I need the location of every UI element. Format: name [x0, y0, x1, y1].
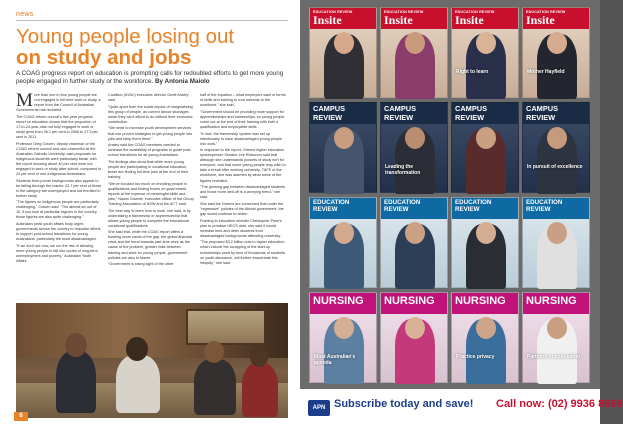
cover-headline: In pursuit of excellence: [527, 164, 583, 170]
cover-masthead: [523, 293, 589, 314]
masthead-title: EDUCATION REVIEW: [384, 199, 421, 213]
body-paragraph: "The growing gap between disadvantaged students and those more well-off is a worrying trend," she said.: [200, 185, 286, 200]
body-paragraph: She said the Greens are concerned that under the "regressive" policies of the Abbott government, the gap would continue to widen.: [200, 201, 284, 216]
body-paragraph: Coalition (AYAC) executive director Geoff Ansley said.: [108, 93, 189, 103]
person-head: [65, 333, 87, 357]
cover-headline: Mother Hayfield: [527, 69, 565, 75]
masthead-title: NURSING: [313, 295, 364, 307]
cover-person-head: [405, 222, 425, 244]
body-paragraph: Australia's peak youth affairs body urges governments across the country to redouble efforts to support post-school transitions for young Australians, particularly the most disadvantaged.: [16, 222, 101, 242]
article-photo: [16, 303, 288, 418]
magazine-cover: [309, 197, 377, 288]
cover-masthead: [381, 293, 447, 314]
person-head: [204, 341, 224, 363]
cover-person-head: [334, 317, 354, 339]
masthead-title: Insite: [455, 13, 484, 27]
cover-person-head: [405, 32, 425, 54]
cover-masthead: [452, 8, 518, 29]
body-paragraph: The best way to learn how to work, she said, is by undertaking a traineeship or apprenticeship that allows young people to complete the educational vocational qualifications.: [108, 208, 191, 228]
cover-person-head: [547, 222, 567, 244]
body-paragraph: She said that, while the COAG report offers a bustling score cards of the gap, the global financial crisis and the trend towards part-time work as the cause of the problem, greater links between training and work for young people, government policies are also to blame.: [108, 230, 193, 260]
magazine-cover: [309, 102, 377, 193]
masthead-kicker: EDUCATION REVIEW: [526, 10, 566, 14]
cover-masthead: [310, 103, 376, 124]
cover-person-head: [476, 32, 496, 54]
masthead-title: CAMPUS REVIEW: [526, 104, 559, 122]
cover-masthead: [523, 103, 589, 124]
body-paragraph: The findings also show that while more young people are participating in vocational education, fewer are finding full-time jobs at the end of their training.: [108, 159, 189, 180]
body-paragraph: "Quite apart from the social impact of marginalising this group of people, as current labour shortages mean they can't afford to do without their economic contribution.: [108, 104, 193, 124]
subscribe-text: Subscribe today and save!: [334, 398, 474, 410]
cover-person-head: [405, 317, 425, 339]
masthead-title: EDUCATION REVIEW: [455, 199, 492, 213]
cover-person-head: [547, 127, 567, 149]
subscription-ad-page: [300, 0, 623, 424]
body-paragraph: "Government should be providing more support for apprenticeships and traineeships, so young people come out at the end of their training with both a qualification and employable skills.: [200, 109, 285, 129]
masthead-kicker: EDUCATION REVIEW: [455, 10, 495, 14]
cover-masthead: [381, 103, 447, 124]
magazine-cover: [522, 7, 590, 98]
cover-person-head: [476, 127, 496, 149]
cover-masthead: [381, 8, 447, 29]
body-paragraph: Students from poorer backgrounds also appear to be falling through the cracks: 43.7 per cent of those in the category are unemployed and not enrolled in further study.: [16, 178, 102, 198]
cover-person-head: [334, 222, 354, 244]
cover-masthead: [452, 103, 518, 124]
cover-masthead: [310, 293, 376, 314]
masthead-title: EDUCATION REVIEW: [526, 199, 563, 213]
masthead-title: NURSING: [384, 295, 435, 307]
magazine-cover: [380, 7, 448, 98]
person-figure: [242, 363, 278, 417]
body-paragraph: In response to the report, Greens higher education spokesperson Senator Lee Rhiannon said that although she understands pockets of study isn't for everyone, and that some young people may wish to take a break after working university, TAFE or the workforce, she was alarmed by what some of the figures revealed.: [200, 148, 286, 183]
body-paragraph: Professor Greg Craven, deputy chairman of the COAG reform council and vice-chancellor at the Australian Catholic University, said proposals for Indigenous students were particularly bleak, with the report showing about 40 per cent were not engaged in work or study after school, compared to 24 per cent of non-Indigenous Australians.: [16, 141, 102, 176]
cover-headline: Right to learn: [456, 69, 489, 75]
magazine-cover: [380, 102, 448, 193]
cover-masthead: [523, 8, 589, 29]
body-paragraph: "In fact, the traineeship system was set up intentionally to ease disadvantaged young people into work.": [200, 131, 283, 146]
body-paragraph: ore than one in four young people are not engaged in full-time work or study, a report from the Council of Australian Governments has revealed.: [16, 93, 101, 113]
masthead-title: Insite: [384, 13, 413, 27]
cover-headline: Leading the transformation: [385, 164, 421, 176]
person-figure: [116, 355, 160, 413]
cover-person-head: [334, 127, 354, 149]
headline: [16, 26, 291, 68]
cover-person-head: [547, 317, 567, 339]
body-paragraph: "Government is losing sight of the other: [108, 262, 174, 267]
headline-line2: on study and jobs: [16, 46, 192, 69]
magazine-cover: [380, 292, 448, 383]
section-tag: news: [16, 11, 34, 18]
masthead-kicker: EDUCATION REVIEW: [313, 10, 353, 14]
person-head: [126, 337, 148, 361]
body-paragraph: "The figures on Indigenous people are particularly challenging," Craven said. "The almost six out of 10, if you look at particular regions in the country, those figures are also quite challenging.": [16, 200, 99, 220]
drop-cap: M: [16, 90, 33, 111]
body-paragraph: "The proposed $3.2 billion cuts to higher education, which include the scrapping of the start-up scholarships used by tens of thousands of students on youth allowance, will further exacerbate this inequity," she said.: [200, 240, 286, 265]
publisher-logo: APN: [308, 400, 330, 416]
byline: By Antonia Maiolo: [154, 78, 210, 86]
magazine-cover: [451, 7, 519, 98]
cover-person-head: [476, 222, 496, 244]
cover-person-head: [476, 317, 496, 339]
body-column-3: [200, 93, 286, 301]
masthead-title: NURSING: [455, 295, 506, 307]
body-paragraph: The COAG reform council's five-year progress report on education shows that the proportion of 17-to-24-year-olds not fully engaged in work or study grew from 26.1 per cent in 2008 to 27.3 per cent in 2011.: [16, 114, 98, 139]
magazine-cover: [451, 292, 519, 383]
masthead-title: CAMPUS REVIEW: [313, 104, 346, 122]
page-number: 6: [14, 412, 28, 421]
masthead-title: NURSING: [526, 295, 577, 307]
body-paragraph: "We need to increase youth development services that use proven strategies to get young people into jobs and keep them there.": [108, 126, 193, 141]
section-divider: [16, 20, 288, 21]
cover-masthead: [310, 8, 376, 29]
subscribe-phone: Call now: (02) 9936 8666: [496, 398, 623, 410]
magazine-cover: [522, 102, 590, 193]
body-paragraph: "If we don't act now, we run the risk of allowing more young people to fall into cycles of long-term unemployment and poverty," Australian Youth Affairs: [16, 243, 98, 264]
body-column-1: [16, 90, 102, 301]
person-head: [250, 347, 268, 367]
masthead-title: CAMPUS REVIEW: [455, 104, 488, 122]
body-paragraph: half of the equation – what employers want in terms of skills and training to now entrants to the workforce," she said.: [200, 93, 286, 108]
cover-headline: Most Australian's agenda: [314, 354, 356, 366]
magazine-cover: [451, 197, 519, 288]
cover-masthead: [452, 198, 518, 219]
person-figure: [194, 359, 236, 415]
masthead-title: EDUCATION REVIEW: [313, 199, 350, 213]
magazine-cover: [522, 292, 590, 383]
magazine-cover: [309, 292, 377, 383]
cover-person-head: [334, 32, 354, 54]
article-page: [0, 0, 300, 424]
magazine-cover: [380, 197, 448, 288]
standfirst: [16, 70, 288, 87]
magazine-cover: [309, 7, 377, 98]
article-body: [16, 90, 288, 301]
cover-person-head: [405, 127, 425, 149]
body-paragraph: "We've focused too much on enrolling people in qualifications and finding boxes on government reports at the expense of meaningful skills and jobs," Naomi Downie, executive officer of the Group Training Association of NSW and the ACT, said.: [108, 181, 194, 206]
masthead-title: Insite: [313, 13, 342, 27]
body-column-2: [108, 93, 194, 301]
masthead-title: CAMPUS REVIEW: [384, 104, 417, 122]
standfirst-text: A COAG progress report on education is prompting calls for redoubled efforts to get more young people engaged in further study or the workforce.: [16, 70, 284, 86]
cover-headline: Partners in population: [527, 354, 581, 360]
cover-person-head: [547, 32, 567, 54]
body-paragraph: Pointing to education minister Christopher Pyne's plan to privatise HECS debt, she said it would increase fees and deter students from disadvantaged backgrounds attending university.: [200, 218, 282, 238]
person-figure: [56, 351, 96, 413]
masthead-kicker: EDUCATION REVIEW: [384, 10, 424, 14]
cover-headline: Practice privacy: [456, 354, 495, 360]
cover-masthead: [452, 293, 518, 314]
magazine-cover: [451, 102, 519, 193]
magazine-cover-grid: [309, 7, 594, 383]
cover-masthead: [381, 198, 447, 219]
magazine-cover: [522, 197, 590, 288]
cover-masthead: [523, 198, 589, 219]
body-paragraph: Ansley said the COAG members needed to increase the availability of programs to guide post-school transitions for all young Australians.: [108, 143, 192, 158]
masthead-title: Insite: [526, 13, 555, 27]
cover-masthead: [310, 198, 376, 219]
headline-line1: Young people losing out: [16, 25, 235, 48]
